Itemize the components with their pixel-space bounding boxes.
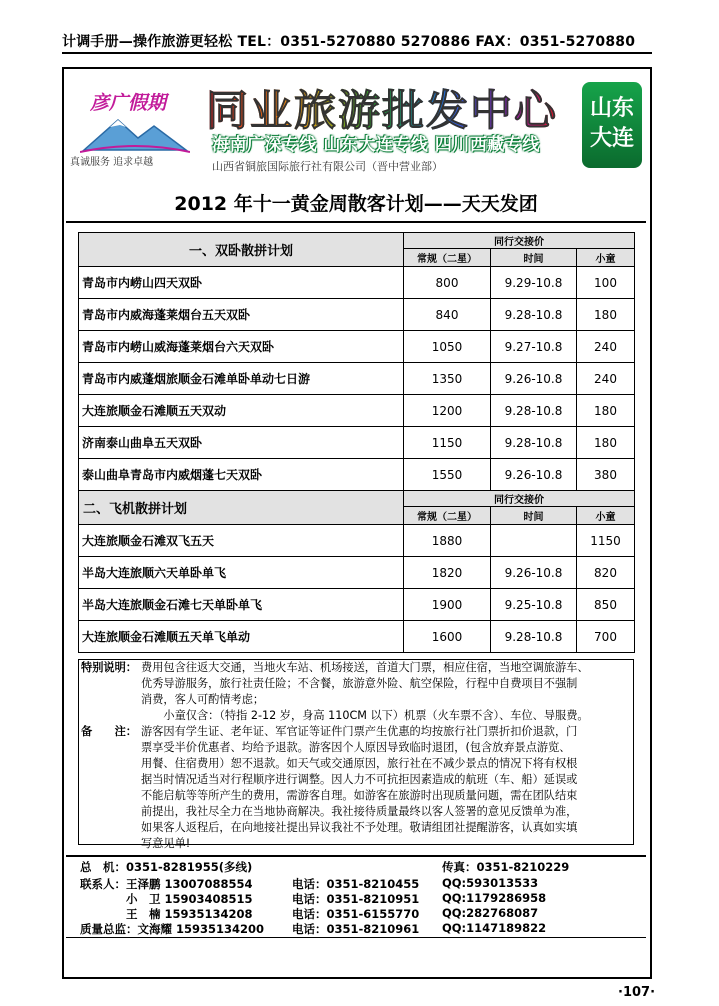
badge-line2: 大连 bbox=[589, 126, 634, 151]
travel-dates: 9.26-10.8 bbox=[491, 363, 577, 395]
regular-price: 1820 bbox=[404, 557, 491, 589]
special-note-label: 特别说明： bbox=[81, 661, 137, 674]
contact-tel: 电话：0351-6155770 bbox=[292, 907, 420, 921]
contact-tel: 电话：0351-8210951 bbox=[292, 892, 420, 906]
travel-dates: 9.28-10.8 bbox=[491, 427, 577, 459]
special-note-line: 优秀导游服务，旅行社责任险；不含餐，旅游意外险、航空保险，行程中自费项目不强制 bbox=[141, 677, 578, 690]
tour-name: 青岛市内崂山四天双卧 bbox=[79, 267, 404, 299]
contact-qq: QQ:1147189822 bbox=[442, 921, 547, 935]
tour-name: 半岛大连旅顺六天单卧单飞 bbox=[79, 557, 404, 589]
table-row bbox=[79, 331, 635, 363]
regular-price: 1050 bbox=[404, 331, 491, 363]
child-price: 180 bbox=[577, 427, 635, 459]
notes-box bbox=[78, 659, 634, 850]
child-price: 700 bbox=[577, 621, 635, 653]
regular-price: 1150 bbox=[404, 427, 491, 459]
fax-number: 传真：0351-8210229 bbox=[442, 860, 570, 874]
travel-dates: 9.28-10.8 bbox=[491, 299, 577, 331]
tour-name: 济南泰山曲阜五天双卧 bbox=[79, 427, 404, 459]
child-price: 240 bbox=[577, 363, 635, 395]
remark-line: 据当时情况适当对行程顺序进行调整。因人力不可抗拒因素造成的航班（车、船）延误或 bbox=[141, 773, 578, 786]
remark-line: 用餐、住宿费用）恕不退款。如天气或交通原因，旅行社在不减少景点的情况下将有权根 bbox=[141, 757, 578, 770]
travel-dates: 9.28-10.8 bbox=[491, 621, 577, 653]
special-note-text bbox=[141, 660, 629, 724]
contact-block bbox=[66, 855, 646, 938]
regular-price: 1550 bbox=[404, 459, 491, 491]
travel-dates bbox=[491, 525, 577, 557]
child-price: 180 bbox=[577, 395, 635, 427]
child-price-header: 小童 bbox=[577, 249, 635, 267]
child-price: 820 bbox=[577, 557, 635, 589]
special-note-line: 消费，客人可酌情考虑； bbox=[141, 693, 265, 706]
regular-price: 1600 bbox=[404, 621, 491, 653]
remark-line: 不能启航等等所产生的费用，需游客自理。如游客在旅游时出现质量问题，需在团队结束 bbox=[141, 789, 578, 802]
table-row bbox=[79, 299, 635, 331]
section1-price-group: 同行交接价 bbox=[404, 233, 635, 249]
regular-price-header: 常规（二星） bbox=[404, 249, 491, 267]
mountain-icon bbox=[80, 110, 190, 155]
travel-dates: 9.27-10.8 bbox=[491, 331, 577, 363]
regular-price: 800 bbox=[404, 267, 491, 299]
header-slogan: 计调手册—操作旅游更轻松 TEL：0351-5270880 5270886 FAX：0351-5270880 bbox=[62, 34, 636, 50]
child-price: 100 bbox=[577, 267, 635, 299]
table-row bbox=[79, 395, 635, 427]
tour-name: 青岛市内威蓬烟旅顺金石滩单卧单动七日游 bbox=[79, 363, 404, 395]
section1-heading: 一、双卧散拼计划 bbox=[79, 233, 404, 267]
child-price: 380 bbox=[577, 459, 635, 491]
main-phone: 总 机：0351-8281955(多线) bbox=[80, 860, 253, 874]
child-price: 850 bbox=[577, 589, 635, 621]
title-rule bbox=[66, 221, 646, 223]
travel-dates: 9.25-10.8 bbox=[491, 589, 577, 621]
table-row bbox=[79, 589, 635, 621]
shandong-dalian-badge bbox=[582, 82, 642, 168]
contact-qq: QQ:593013533 bbox=[442, 876, 539, 890]
travel-dates: 9.26-10.8 bbox=[491, 459, 577, 491]
contact-qq: QQ:1179286958 bbox=[442, 891, 547, 905]
table-row bbox=[79, 621, 635, 653]
tour-name: 青岛市内崂山威海蓬莱烟台六天双卧 bbox=[79, 331, 404, 363]
remark-line: 前提出，我社尽全力在当地协商解决。我社接待质量最终以客人签署的意见反馈单为准， bbox=[141, 805, 578, 818]
agency-name: 山西省铜旅国际旅行社有限公司（晋中营业部） bbox=[212, 160, 443, 173]
table-row bbox=[79, 427, 635, 459]
contact-person: 王 楠 15935134208 bbox=[80, 907, 253, 921]
contact-person: 联系人：王泽鹏 13007088554 bbox=[80, 877, 253, 891]
table-row bbox=[79, 267, 635, 299]
contact-tel: 电话：0351-8210455 bbox=[292, 877, 420, 891]
tour-name: 大连旅顺金石滩双飞五天 bbox=[79, 525, 404, 557]
table-row bbox=[79, 557, 635, 589]
remark-line: 如果客人返程后，在向地接社提出异议我社不予处理。敬请组团社提醒游客，认真如实填 bbox=[141, 821, 578, 834]
header-rule bbox=[62, 52, 652, 54]
section2-heading: 二、飞机散拼计划 bbox=[79, 491, 404, 525]
agency-logo bbox=[70, 80, 200, 175]
section1-header-row bbox=[79, 233, 635, 249]
special-note-line: 费用包含往返大交通，当地火车站、机场接送，首道大门票，相应住宿，当地空调旅游车、 bbox=[141, 661, 589, 674]
contact-qq: QQ:282768087 bbox=[442, 906, 539, 920]
travel-dates: 9.29-10.8 bbox=[491, 267, 577, 299]
date-header: 时间 bbox=[491, 507, 577, 525]
route-lines: 海南广深专线 山东大连专线 四川西藏专线 bbox=[212, 135, 540, 155]
page-title: 2012 年十一黄金周散客计划——天天发团 bbox=[174, 193, 538, 215]
logo-subtitle: 真诚服务 追求卓越 bbox=[70, 157, 154, 168]
section2-price-group: 同行交接价 bbox=[404, 491, 635, 507]
remark-line: 票享受半价优惠者、均给予退款。游客因个人原因导致临时退团，(包含放弃景点游览、 bbox=[141, 741, 571, 754]
tour-name: 大连旅顺金石滩顺五天单飞单动 bbox=[79, 621, 404, 653]
child-price-header: 小童 bbox=[577, 507, 635, 525]
section2-header-row bbox=[79, 491, 635, 507]
contact-person: 小 卫 15903408515 bbox=[80, 892, 253, 906]
contact-person: 质量总监：文海耀 15935134200 bbox=[80, 922, 265, 936]
regular-price: 1350 bbox=[404, 363, 491, 395]
regular-price-header: 常规（二星） bbox=[404, 507, 491, 525]
table-row bbox=[79, 459, 635, 491]
travel-dates: 9.28-10.8 bbox=[491, 395, 577, 427]
tour-name: 青岛市内威海蓬莱烟台五天双卧 bbox=[79, 299, 404, 331]
table-row bbox=[79, 525, 635, 557]
child-price: 240 bbox=[577, 331, 635, 363]
badge-line1: 山东 bbox=[589, 96, 634, 121]
tour-name: 半岛大连旅顺金石滩七天单卧单飞 bbox=[79, 589, 404, 621]
tour-plan-table bbox=[78, 232, 635, 653]
remark-label: 备 注： bbox=[81, 725, 137, 738]
child-price: 180 bbox=[577, 299, 635, 331]
tour-name: 大连旅顺金石滩顺五天双动 bbox=[79, 395, 404, 427]
contact-tel: 电话：0351-8210961 bbox=[292, 922, 420, 936]
page-number: ·107· bbox=[618, 985, 656, 1000]
remark-text bbox=[141, 724, 629, 852]
remark-line: 游客因有学生证、老年证、军官证等证件门票产生优惠的均按旅行社门票折扣价退款，门 bbox=[141, 725, 578, 738]
regular-price: 840 bbox=[404, 299, 491, 331]
travel-dates: 9.26-10.8 bbox=[491, 557, 577, 589]
tour-name: 泰山曲阜青岛市内威烟蓬七天双卧 bbox=[79, 459, 404, 491]
regular-price: 1900 bbox=[404, 589, 491, 621]
child-price: 1150 bbox=[577, 525, 635, 557]
remark-line: 写意见单! bbox=[141, 837, 191, 850]
regular-price: 1880 bbox=[404, 525, 491, 557]
date-header: 时间 bbox=[491, 249, 577, 267]
logo-text: 彦广假期 bbox=[90, 92, 167, 114]
special-note-line: 小童仅含：（特指 2-12 岁，身高 110CM 以下）机票（火车票不含）、车位、导服费。 bbox=[141, 709, 589, 722]
regular-price: 1200 bbox=[404, 395, 491, 427]
table-row bbox=[79, 363, 635, 395]
brand-title: 同业旅游批发中心 bbox=[206, 78, 558, 138]
